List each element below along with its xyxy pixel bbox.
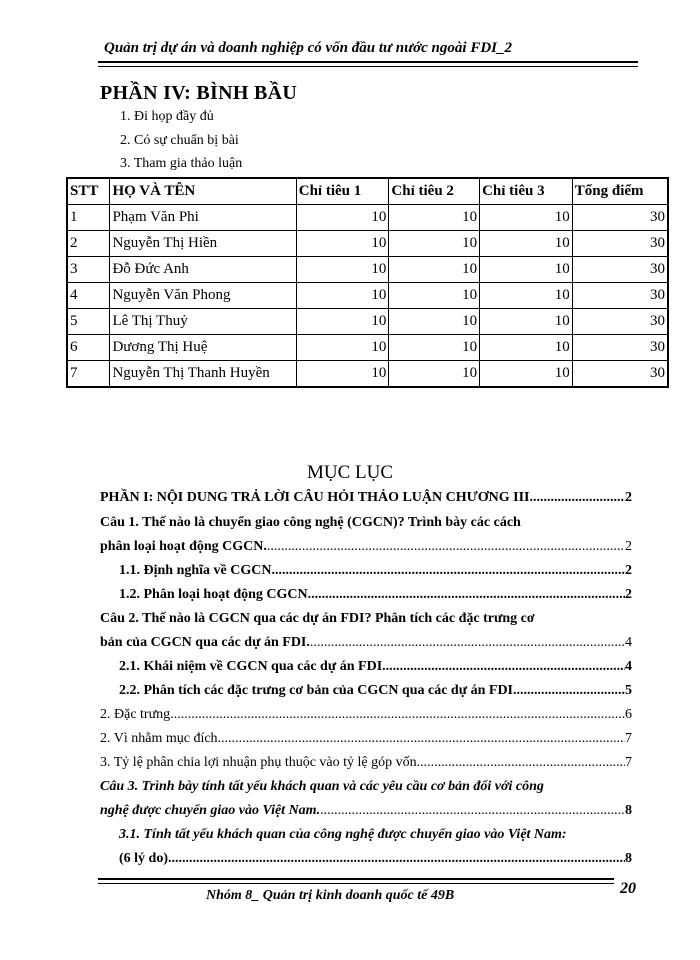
- toc-entry-page: 8: [625, 803, 632, 818]
- table-cell: 3: [67, 257, 110, 283]
- table-cell: 10: [480, 361, 573, 388]
- toc-entry-text: Câu 2. Thế nào là CGCN qua các dự án FDI? Phân tích các đặc trưng cơ: [100, 611, 535, 626]
- toc-entry-text: Câu 3. Trình bày tính tất yếu khách quan và các yêu cầu cơ bản đối với công: [100, 779, 544, 794]
- table-cell: 10: [296, 231, 389, 257]
- toc-entry[interactable]: [100, 803, 632, 819]
- toc-entry-text: 1.2. Phân loại hoạt động CGCN.: [119, 587, 312, 602]
- toc-entry[interactable]: [119, 587, 632, 603]
- toc-title: MỤC LỤC: [306, 462, 394, 483]
- table-cell: 10: [296, 283, 389, 309]
- toc-entry[interactable]: [100, 731, 632, 747]
- header-cell: Chỉ tiêu 3: [480, 178, 573, 205]
- footer-rule: [98, 878, 614, 884]
- table-cell: 7: [67, 361, 110, 388]
- table-cell: 10: [389, 309, 480, 335]
- table-cell: 10: [480, 257, 573, 283]
- page-header: Quản trị dự án và doanh nghiệp có vốn đầu tư nước ngoài FDI_2: [104, 40, 512, 56]
- toc-entry[interactable]: [119, 659, 632, 675]
- table-cell: Đỗ Đức Anh: [110, 257, 296, 283]
- table-cell: 30: [572, 335, 668, 361]
- toc-entry-text: phân loại hoạt động CGCN.: [100, 539, 267, 554]
- toc-entry-text: 3. Tỷ lệ phân chia lợi nhuận phụ thuộc vào tỷ lệ góp vốn: [100, 755, 417, 770]
- table-cell: 30: [572, 361, 668, 388]
- table-row: [67, 205, 668, 231]
- toc-entry-page: 7: [625, 755, 632, 770]
- table-cell: 6: [67, 335, 110, 361]
- toc-entry[interactable]: [100, 515, 632, 531]
- toc-entry-page: 2: [625, 490, 632, 505]
- table-header-row: [67, 178, 668, 205]
- toc-entry-text: (6 lý do).: [119, 851, 172, 866]
- table-cell: 10: [296, 361, 389, 388]
- toc-entry-page: 4: [625, 635, 632, 650]
- toc-entry[interactable]: [100, 755, 632, 771]
- toc-entry-page: 2: [625, 563, 632, 578]
- toc-entry-text: bản của CGCN qua các dự án FDI.: [100, 635, 310, 650]
- toc-entry[interactable]: [100, 539, 632, 555]
- header-cell: Tổng điểm: [572, 178, 668, 205]
- toc-entry-page: 5: [625, 683, 632, 698]
- table-cell: 10: [480, 283, 573, 309]
- criteria-item: 2. Có sự chuẩn bị bài: [120, 133, 239, 148]
- table-cell: 10: [480, 205, 573, 231]
- table-cell: Lê Thị Thuỷ: [110, 309, 296, 335]
- table-cell: 10: [480, 309, 573, 335]
- toc-entry-page: 6: [625, 707, 632, 722]
- page-number: 20: [620, 880, 636, 897]
- toc-entry[interactable]: [100, 490, 632, 506]
- table-cell: 10: [296, 257, 389, 283]
- criteria-item: 3. Tham gia thảo luận: [120, 156, 243, 171]
- header-cell: Chỉ tiêu 2: [389, 178, 480, 205]
- toc-entry[interactable]: [100, 779, 632, 795]
- table-cell: Nguyễn Văn Phong: [110, 283, 296, 309]
- table-cell: 4: [67, 283, 110, 309]
- table-cell: 30: [572, 231, 668, 257]
- toc-entry-page: 7: [625, 731, 632, 746]
- header-cell: STT: [67, 178, 110, 205]
- toc-entry[interactable]: [119, 683, 632, 699]
- table-cell: 30: [572, 283, 668, 309]
- toc-entry[interactable]: [100, 635, 632, 651]
- table-row: [67, 335, 668, 361]
- table-cell: 10: [389, 231, 480, 257]
- toc-entry-text: 2.2. Phân tích các đặc trưng cơ bản của CGCN qua các dự án FDI.: [119, 683, 517, 698]
- table-cell: 1: [67, 205, 110, 231]
- table-cell: 10: [296, 205, 389, 231]
- table-cell: 30: [572, 309, 668, 335]
- toc-entry-text: 3.1. Tính tất yếu khách quan của công nghệ được chuyển giao vào Việt Nam:: [119, 827, 567, 842]
- toc-entry-text: Câu 1. Thế nào là chuyển giao công nghệ (CGCN)? Trình bày các cách: [100, 515, 521, 530]
- table-row: [67, 309, 668, 335]
- table-cell: 10: [296, 335, 389, 361]
- toc-entry-text: nghệ được chuyển giao vào Việt Nam.: [100, 803, 321, 818]
- toc-entry-text: 2.1. Khái niệm về CGCN qua các dự án FDI: [119, 659, 383, 674]
- toc-entry-page: 2: [625, 587, 632, 602]
- table-cell: Phạm Văn Phi: [110, 205, 296, 231]
- table-cell: 10: [480, 231, 573, 257]
- toc-entry[interactable]: [100, 707, 632, 723]
- table-cell: 10: [389, 205, 480, 231]
- table-cell: 10: [296, 309, 389, 335]
- table-cell: 2: [67, 231, 110, 257]
- table-cell: Dương Thị Huệ: [110, 335, 296, 361]
- toc-entry-text: 1.1. Định nghĩa về CGCN: [119, 563, 272, 578]
- table-cell: Nguyễn Thị Hiền: [110, 231, 296, 257]
- table-cell: Nguyễn Thị Thanh Huyền: [110, 361, 296, 388]
- header-rule: [98, 61, 638, 67]
- toc-entry[interactable]: [100, 611, 632, 627]
- table-cell: 10: [389, 283, 480, 309]
- table-row: [67, 361, 668, 388]
- table-cell: 5: [67, 309, 110, 335]
- header-cell: Chỉ tiêu 1: [296, 178, 389, 205]
- table-cell: 10: [389, 257, 480, 283]
- toc-entry-page: 2: [625, 539, 632, 554]
- table-row: [67, 283, 668, 309]
- toc-entry-text: 2. Đặc trưng: [100, 707, 171, 722]
- table-row: [67, 231, 668, 257]
- section-title: PHẦN IV: BÌNH BẦU: [100, 82, 298, 104]
- table-cell: 10: [480, 335, 573, 361]
- toc-entry-page: 8: [625, 851, 632, 866]
- header-cell: HỌ VÀ TÊN: [110, 178, 296, 205]
- toc-entry[interactable]: [119, 851, 632, 867]
- toc-entry[interactable]: [119, 827, 632, 843]
- toc-entry-text: 2. Vì nhằm mục đích: [100, 731, 218, 746]
- table-cell: 30: [572, 205, 668, 231]
- table-cell: 10: [389, 361, 480, 388]
- table-row: [67, 257, 668, 283]
- toc-entry[interactable]: [119, 563, 632, 579]
- score-table: [66, 177, 669, 388]
- criteria-item: 1. Đi họp đầy đủ: [120, 109, 214, 124]
- page-footer: Nhóm 8_ Quản trị kinh doanh quốc tế 49B: [206, 888, 455, 903]
- toc-entry-page: 4: [625, 659, 632, 674]
- table-cell: 10: [389, 335, 480, 361]
- table-cell: 30: [572, 257, 668, 283]
- toc-entry-text: PHẦN I: NỘI DUNG TRẢ LỜI CÂU HỎI THẢO LUẬN CHƯƠNG III.: [100, 490, 534, 505]
